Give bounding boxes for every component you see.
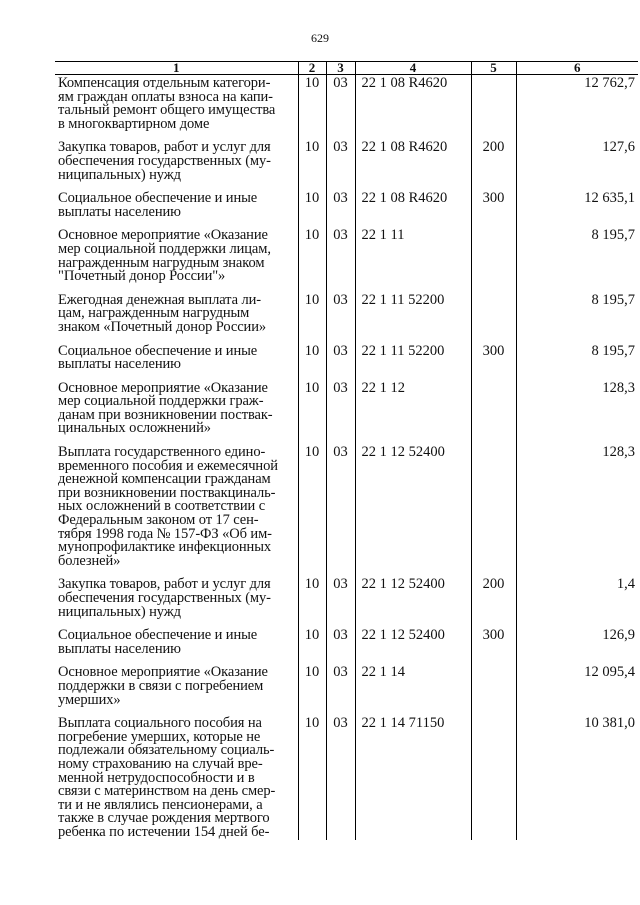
row-name-line: Выплата государственного едино- — [58, 444, 266, 461]
row-name-line: Ежегодная денежная выплата ли- — [58, 291, 261, 308]
budget-table — [55, 61, 638, 840]
row-name-line: награжденным нагрудным знаком — [58, 254, 265, 271]
row-name-line: также в случае рождения мертвого — [58, 810, 270, 827]
row-name-line: знаком «Почетный донор России» — [58, 318, 267, 335]
row-name-line: выплаты населению — [58, 356, 181, 373]
subsection-code: 03 — [326, 192, 355, 229]
table-row — [55, 141, 638, 192]
table-row — [55, 446, 638, 578]
expense-type-code: 300 — [471, 192, 516, 229]
section-code: 10 — [298, 629, 326, 666]
table-row — [55, 629, 638, 666]
table-row — [55, 578, 638, 629]
table-row — [55, 229, 638, 293]
amount-value: 127,6 — [516, 141, 638, 192]
row-name-line: при возникновении поствакциналь- — [58, 484, 276, 501]
table-row — [55, 294, 638, 345]
target-article-code: 22 1 11 — [355, 229, 471, 293]
section-code: 10 — [298, 382, 326, 446]
subsection-code: 03 — [326, 629, 355, 666]
row-name-line: в многоквартирном доме — [58, 115, 210, 132]
expense-type-code — [471, 446, 516, 578]
table-row — [55, 666, 638, 717]
row-name-line: обеспечения государственных (му- — [58, 152, 271, 169]
column-header: 1 — [55, 62, 298, 75]
subsection-code: 03 — [326, 666, 355, 717]
row-name-line: временного пособия и ежемесячной — [58, 457, 278, 474]
row-name — [55, 291, 298, 345]
row-name-line: "Почетный донор России"» — [58, 268, 226, 285]
row-name-line: ниципальных) нужд — [58, 603, 181, 620]
target-article-code: 22 1 08 R4620 — [355, 192, 471, 229]
row-name-line: менной нетрудоспособности и в — [58, 769, 255, 786]
row-name — [55, 446, 298, 578]
table-row — [55, 75, 638, 142]
row-name-line: ребенка по истечении 154 дней бе- — [58, 823, 270, 840]
row-name-line: Основное мероприятие «Оказание — [58, 227, 268, 244]
row-name-line: ти и не являлись пенсионерами, а — [58, 796, 263, 813]
row-name-line: Основное мероприятие «Оказание — [58, 664, 268, 681]
target-article-code: 22 1 14 71150 — [355, 717, 471, 839]
amount-value: 12 635,1 — [516, 192, 638, 229]
amount-value: 8 195,7 — [516, 229, 638, 293]
subsection-code: 03 — [326, 141, 355, 192]
row-name — [55, 379, 298, 446]
expense-type-code: 200 — [471, 578, 516, 629]
subsection-code: 03 — [326, 717, 355, 839]
row-name-line: Закупка товаров, работ и услуг для — [58, 139, 271, 156]
amount-value: 126,9 — [516, 629, 638, 666]
row-name-line: цам, награжденным нагрудным — [58, 305, 250, 322]
amount-value: 8 195,7 — [516, 294, 638, 345]
expense-type-code: 200 — [471, 141, 516, 192]
column-header: 4 — [355, 62, 471, 75]
table-row — [55, 345, 638, 382]
column-header: 5 — [471, 62, 516, 75]
row-name-line: Социальное обеспечение и иные — [58, 627, 258, 644]
row-name-line: Социальное обеспечение и иные — [58, 342, 258, 359]
row-name-line: мер социальной поддержки граж- — [58, 393, 264, 410]
section-code: 10 — [298, 141, 326, 192]
expense-type-code — [471, 382, 516, 446]
row-name-line: мер социальной поддержки лицам, — [58, 240, 271, 257]
target-article-code: 22 1 11 52200 — [355, 345, 471, 382]
section-code: 10 — [298, 192, 326, 229]
row-name-line: связи с материнством на день смер- — [58, 783, 276, 800]
target-article-code: 22 1 08 R4620 — [355, 75, 471, 142]
row-name-line: Закупка товаров, работ и услуг для — [58, 576, 271, 593]
subsection-code: 03 — [326, 446, 355, 578]
section-code: 10 — [298, 345, 326, 382]
row-name-line: Компенсация отдельным категори- — [58, 75, 271, 91]
row-name-line: ному страхованию на случай вре- — [58, 755, 263, 772]
amount-value: 128,3 — [516, 446, 638, 578]
row-name — [55, 629, 298, 666]
expense-type-code — [471, 229, 516, 293]
row-name-line: данам при возникновении поствак- — [58, 406, 273, 423]
row-name-line: денежной компенсации гражданам — [58, 471, 271, 488]
subsection-code: 03 — [326, 294, 355, 345]
row-name — [55, 192, 298, 229]
target-article-code: 22 1 12 52400 — [355, 629, 471, 666]
amount-value: 8 195,7 — [516, 345, 638, 382]
column-header: 2 — [298, 62, 326, 75]
expense-type-code — [471, 666, 516, 717]
row-name-line: подлежали обязательному социаль- — [58, 742, 275, 759]
section-code: 10 — [298, 578, 326, 629]
section-code: 10 — [298, 75, 326, 142]
target-article-code: 22 1 12 — [355, 382, 471, 446]
target-article-code: 22 1 14 — [355, 666, 471, 717]
row-name — [55, 578, 298, 629]
expense-type-code: 300 — [471, 629, 516, 666]
amount-value: 12 762,7 — [516, 75, 638, 142]
subsection-code: 03 — [326, 229, 355, 293]
row-name — [55, 229, 298, 293]
row-name — [55, 342, 298, 382]
row-name-line: ниципальных) нужд — [58, 166, 181, 183]
amount-value: 12 095,4 — [516, 666, 638, 717]
target-article-code: 22 1 12 52400 — [355, 446, 471, 578]
row-name-line: погребение умерших, которые не — [58, 728, 261, 745]
target-article-code: 22 1 12 52400 — [355, 578, 471, 629]
table-row — [55, 717, 638, 839]
row-name-line: болезней» — [58, 552, 121, 569]
row-name — [55, 141, 298, 192]
row-name-line: Социальное обеспечение и иные — [58, 190, 258, 207]
column-header: 3 — [326, 62, 355, 75]
expense-type-code — [471, 294, 516, 345]
amount-value: 128,3 — [516, 382, 638, 446]
table-row — [55, 382, 638, 446]
section-code: 10 — [298, 717, 326, 839]
amount-value: 1,4 — [516, 578, 638, 629]
expense-type-code — [471, 75, 516, 142]
row-name-line: тября 1998 года № 157-ФЗ «Об им- — [58, 525, 272, 542]
row-name-line: ных осложнений в соответствии с — [58, 498, 266, 515]
row-name-line: обеспечения государственных (му- — [58, 590, 271, 606]
subsection-code: 03 — [326, 578, 355, 629]
section-code: 10 — [298, 666, 326, 717]
subsection-code: 03 — [326, 382, 355, 446]
section-code: 10 — [298, 446, 326, 578]
header-row — [55, 62, 638, 75]
target-article-code: 22 1 08 R4620 — [355, 141, 471, 192]
row-name-line: цинальных осложнений» — [58, 420, 211, 437]
row-name-line: выплаты населению — [58, 203, 181, 220]
expense-type-code — [471, 717, 516, 839]
row-name-line: ям граждан оплаты взноса на капи- — [58, 88, 273, 105]
row-name — [55, 75, 298, 142]
subsection-code: 03 — [326, 345, 355, 382]
row-name — [55, 666, 298, 717]
row-name-line: Основное мероприятие «Оказание — [58, 379, 268, 396]
row-name — [55, 717, 298, 839]
row-name-line: Выплата социального пособия на — [58, 715, 262, 732]
row-name-line: умерших» — [58, 691, 121, 708]
subsection-code: 03 — [326, 75, 355, 142]
expense-type-code: 300 — [471, 345, 516, 382]
section-code: 10 — [298, 294, 326, 345]
row-name-line: мунопрофилактике инфекционных — [58, 539, 271, 556]
page-number: 629 — [311, 31, 329, 45]
row-name-line: Федеральным законом от 17 сен- — [58, 512, 259, 529]
column-header: 6 — [516, 62, 638, 75]
amount-value: 10 381,0 — [516, 717, 638, 839]
row-name-line: поддержки в связи с погребением — [58, 677, 264, 694]
row-name-line: выплаты населению — [58, 640, 181, 657]
section-code: 10 — [298, 229, 326, 293]
table-row — [55, 192, 638, 229]
row-name-line: тальный ремонт общего имущества — [58, 102, 276, 119]
target-article-code: 22 1 11 52200 — [355, 294, 471, 345]
